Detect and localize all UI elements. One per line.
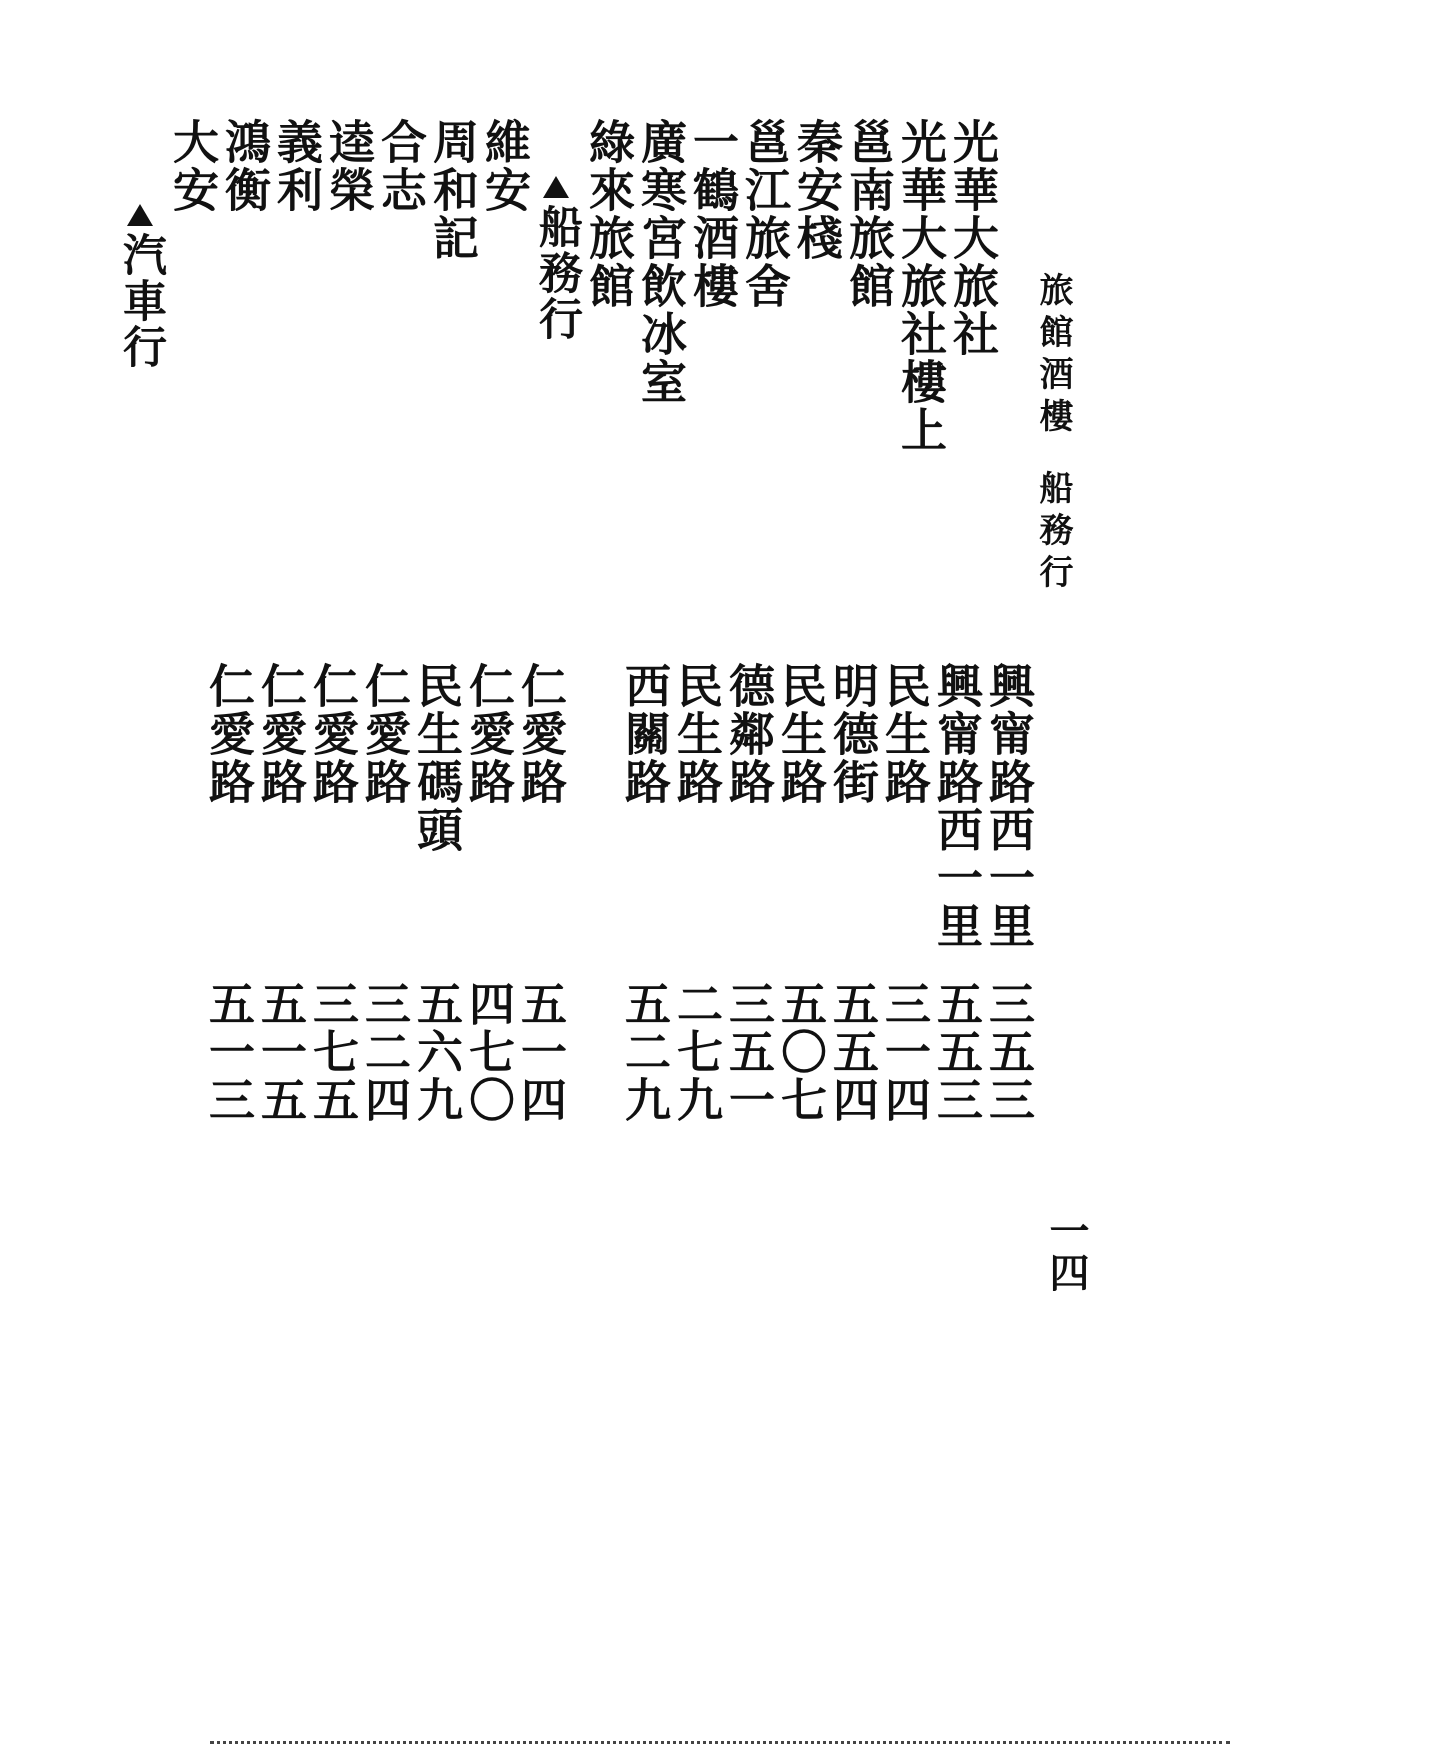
address: 民生碼頭 — [410, 662, 464, 854]
address: 民生路 — [774, 662, 828, 806]
list-item: 秦安棧 — [790, 118, 844, 262]
address: 仁愛路 — [358, 662, 412, 806]
address: 興甯路西一里 — [982, 662, 1036, 950]
address: 明德街 — [826, 662, 880, 806]
section-heading-automobile — [115, 204, 166, 370]
phone-number: 四七〇 — [462, 980, 516, 1124]
address: 仁愛路 — [462, 662, 516, 806]
list-item: 邕江旅舍 — [738, 118, 792, 310]
list-item: 一鶴酒樓 — [686, 118, 740, 310]
list-item: 光華大旅社 — [946, 118, 1000, 358]
phone-number: 三五一 — [722, 980, 776, 1124]
list-item: 邕南旅館 — [842, 118, 896, 310]
section-heading-shipping — [531, 176, 582, 342]
phone-number: 三二四 — [358, 980, 412, 1124]
list-item: 綠來旅館 — [582, 118, 636, 310]
list-item: 維安 — [478, 118, 532, 214]
triangle-marker-icon — [127, 204, 153, 226]
phone-number: 三七五 — [306, 980, 360, 1124]
address: 民生路 — [878, 662, 932, 806]
phone-number: 五五四 — [826, 980, 880, 1124]
header-right-title: 船務行 — [1033, 470, 1073, 596]
triangle-marker-icon — [543, 176, 569, 198]
phone-number: 三一四 — [878, 980, 932, 1124]
phone-number: 五一四 — [514, 980, 568, 1124]
phone-number: 五〇七 — [774, 980, 828, 1124]
phone-number: 五一五 — [254, 980, 308, 1124]
header-left-title: 旅館酒樓 — [1033, 272, 1073, 440]
list-item: 義利 — [270, 118, 324, 214]
address: 興甯路西一里 — [930, 662, 984, 950]
section-title: 汽車行 — [115, 232, 166, 370]
phone-number: 五五三 — [930, 980, 984, 1124]
phone-number: 二七九 — [670, 980, 724, 1124]
list-item: 逵榮 — [322, 118, 376, 214]
phone-number: 五一三 — [202, 980, 256, 1124]
address: 民生路 — [670, 662, 724, 806]
page-number: 一四 — [1043, 1210, 1090, 1294]
address: 仁愛路 — [254, 662, 308, 806]
list-item: 周和記 — [426, 118, 480, 262]
phone-number: 三五三 — [982, 980, 1036, 1124]
list-item: 大安 — [166, 118, 220, 214]
address: 仁愛路 — [202, 662, 256, 806]
list-item: 鴻衡 — [218, 118, 272, 214]
phone-number: 五六九 — [410, 980, 464, 1124]
address: 仁愛路 — [306, 662, 360, 806]
section-title: 船務行 — [531, 204, 582, 342]
address: 德鄰路 — [722, 662, 776, 806]
address: 西關路 — [618, 662, 672, 806]
address: 仁愛路 — [514, 662, 568, 806]
running-header — [1033, 272, 1073, 596]
phone-number: 五二九 — [618, 980, 672, 1124]
list-item: 光華大旅社樓上 — [894, 118, 948, 454]
list-item: 廣寒宮飲冰室 — [634, 118, 688, 406]
list-item: 合志 — [374, 118, 428, 214]
bottom-border-line — [210, 1741, 1230, 1744]
